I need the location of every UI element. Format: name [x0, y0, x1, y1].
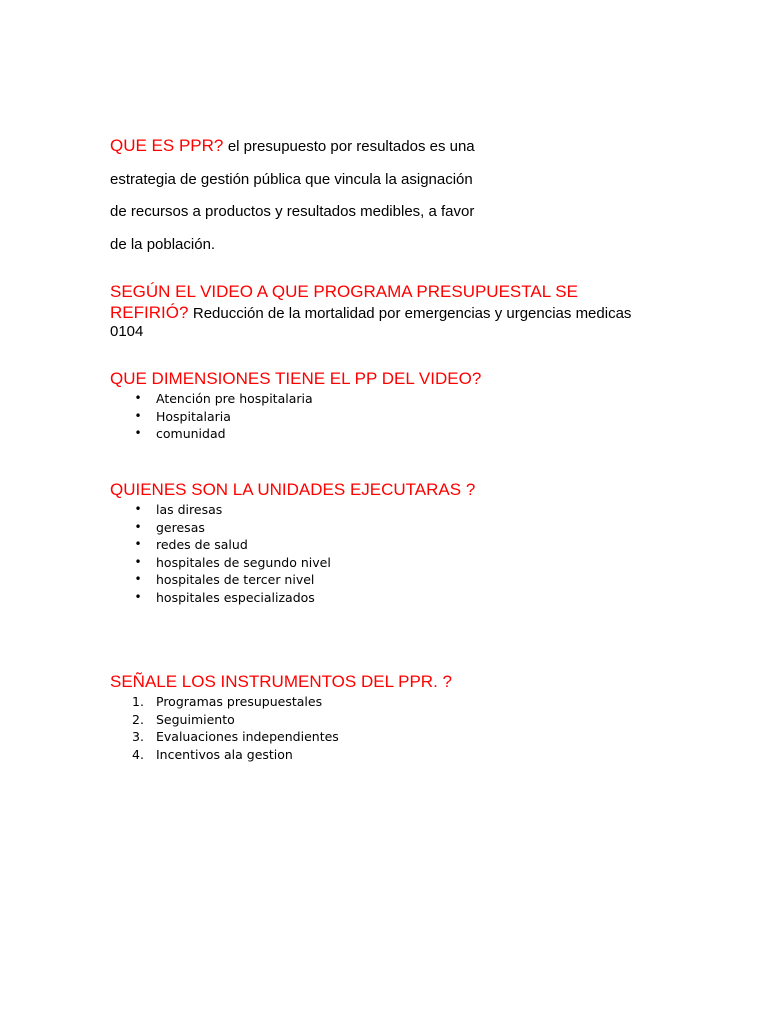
section3-question: QUE DIMENSIONES TIENE EL PP DEL VIDEO?	[110, 369, 482, 388]
list-item: • redes de salud	[110, 536, 331, 554]
list-item: 1. Programas presupuestales	[132, 694, 323, 709]
list-item: • hospitales de segundo nivel	[110, 554, 331, 572]
section1-answer-line-4: de la población.	[110, 236, 216, 253]
list-item: • Atención pre hospitalaria	[110, 390, 313, 408]
bullet-icon: •	[134, 589, 142, 604]
section1-answer-line-2: estrategia de gestión pública que vincula la asignación	[110, 171, 473, 188]
bullet-icon: •	[134, 426, 142, 441]
list-item: • geresas	[110, 519, 331, 537]
list-item: • hospitales de tercer nivel	[110, 571, 331, 589]
list-number: 4.	[132, 746, 144, 762]
list-item: • comunidad	[110, 425, 313, 443]
section5-numbered-list	[110, 693, 339, 763]
bullet-icon: •	[134, 391, 142, 405]
bullet-icon: •	[134, 554, 142, 569]
bullet-icon: •	[134, 519, 142, 534]
list-item: • hospitales especializados	[110, 589, 331, 607]
list-number: 1.	[132, 694, 144, 709]
bullet-icon: •	[134, 572, 142, 587]
list-item: • las diresas	[110, 501, 331, 519]
list-item: 2. Seguimiento	[132, 711, 235, 727]
section2-answer-code: 0104	[110, 323, 144, 340]
section4-bullet-list	[110, 501, 331, 607]
section2-question-line-2	[110, 303, 631, 324]
section2-question-end: REFIRIÓ?	[110, 303, 189, 322]
section4-question: QUIENES SON LA UNIDADES EJECUTARAS ?	[110, 480, 476, 499]
section5-question: SEÑALE LOS INSTRUMENTOS DEL PPR. ?	[110, 672, 452, 691]
bullet-icon: •	[134, 408, 142, 423]
list-number: 2.	[132, 711, 144, 727]
list-item: • Hospitalaria	[110, 408, 313, 426]
section1-question: QUE ES PPR?	[110, 136, 224, 155]
section1-first-line	[110, 136, 475, 157]
section1-answer-line-3: de recursos a productos y resultados medibles, a favor	[110, 203, 475, 220]
section2-answer: Reducción de la mortalidad por emergencias y urgencias medicas	[192, 305, 632, 322]
list-item: 3. Evaluaciones independientes	[132, 729, 339, 745]
list-item: 4. Incentivos ala gestion	[132, 746, 293, 762]
section1-answer-line-1: el presupuesto por resultados es una	[227, 138, 475, 155]
bullet-icon: •	[134, 502, 142, 516]
section2-question-line-1: SEGÚN EL VIDEO A QUE PROGRAMA PRESUPUESTAL SE	[110, 282, 578, 301]
section3-bullet-list	[110, 390, 313, 443]
bullet-icon: •	[134, 537, 142, 552]
list-number: 3.	[132, 729, 144, 745]
